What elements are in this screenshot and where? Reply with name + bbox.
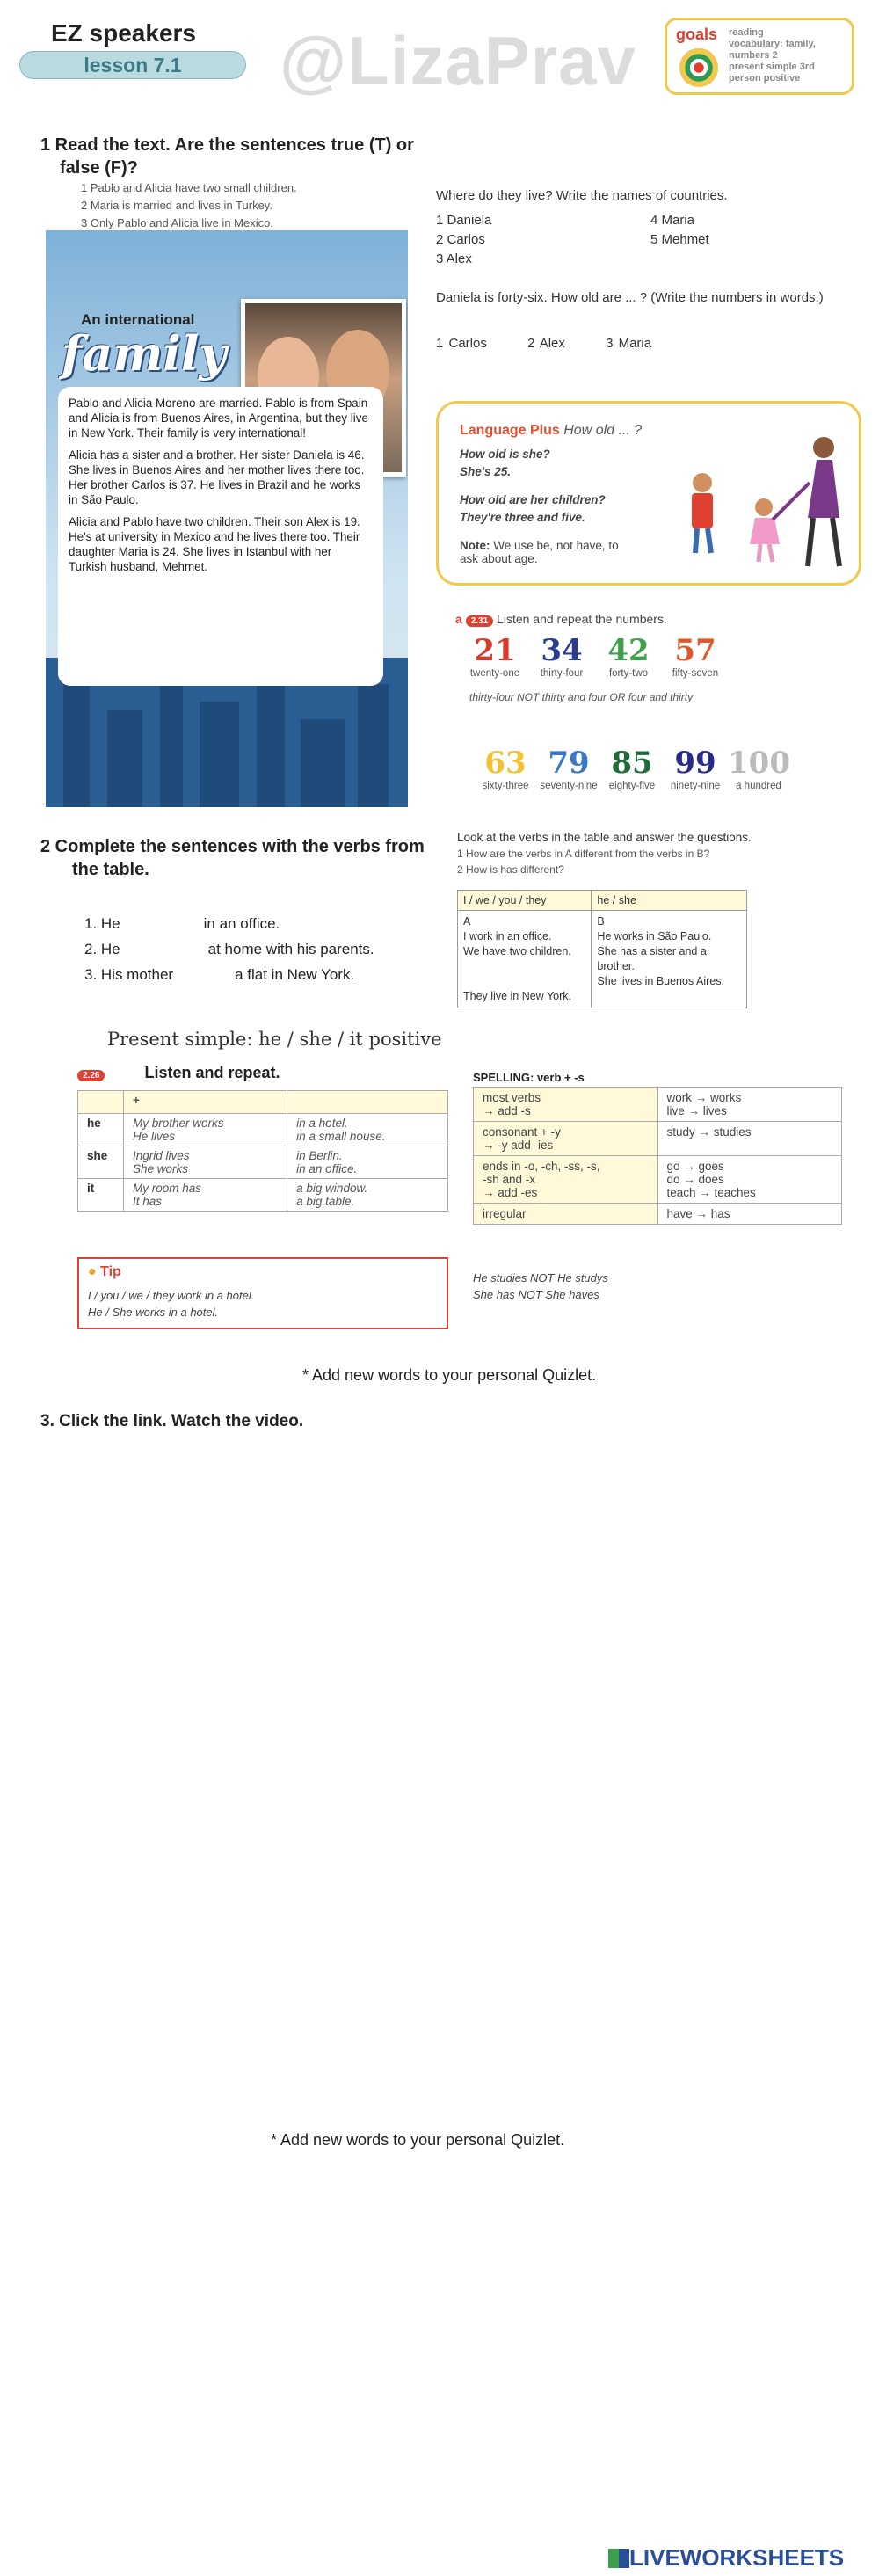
liveworksheets-logo: LIVEWORKSHEETS <box>608 2544 844 2572</box>
present-simple-table: + he My brother works He lives in a hotel. in a small house. she Ingrid lives She works in Berlin. in an office. it My room has It has a big window. a big table. <box>77 1090 448 1212</box>
goal-line: present simple 3rd <box>729 62 815 72</box>
article-kicker: An international <box>81 311 195 328</box>
lp-line: She's 25. <box>460 465 511 478</box>
example-cell: study → studies <box>657 1122 842 1156</box>
lightbulb-icon: ● <box>88 1264 97 1279</box>
where-names-right <box>650 211 709 250</box>
name-item: 2 Carlos <box>436 232 485 247</box>
article-text <box>58 387 383 686</box>
article-paragraph: Alicia has a sister and a brother. Her sister Daniela is 46. She lives in Buenos Aires and her mother lives there too. Her brother Carlos is 37. He lives in Brazil and he works in São Paulo. <box>69 448 365 506</box>
name-item: 4 Maria <box>650 213 695 228</box>
sentence-3: 3. His mother a flat in New York. <box>84 966 355 983</box>
age-item: 1 Carlos <box>436 336 487 351</box>
rule-cell: consonant + -y → -y add -ies <box>474 1122 658 1156</box>
rule-cell: most verbs → add -s <box>474 1088 658 1122</box>
number-figure: 21 <box>474 633 516 668</box>
number-figure: 57 <box>674 633 716 668</box>
age-question: Daniela is forty-six. How old are ... ? (Write the numbers in words.) <box>436 290 824 305</box>
article-headline: family <box>62 325 227 382</box>
lp-line: How old are her children? <box>460 493 606 506</box>
rule-cell: ends in -o, -ch, -ss, -s, -sh and -x → add -es <box>474 1156 658 1204</box>
age-item: 2 Alex <box>527 336 565 351</box>
task2-title: 2 Complete the sentences with the verbs from the table. <box>40 837 425 879</box>
statement: 3 Only Pablo and Alicia live in Mexico. <box>81 216 273 229</box>
goals-box <box>665 18 854 95</box>
verbs-q1: 1 How are the verbs in A different from the verbs in B? <box>457 848 710 860</box>
number-figure: 85 <box>611 746 653 781</box>
name-item: 1 Daniela <box>436 213 492 228</box>
goals-title: goals <box>676 25 718 43</box>
sentence-1: 1. He in an office. <box>84 915 280 932</box>
verbs-comparison-table <box>457 890 747 1008</box>
spelling-notes: He studies NOT He studys She has NOT She haves <box>473 1271 608 1301</box>
family-walking-illustration <box>676 421 852 571</box>
tip-box <box>77 1257 448 1329</box>
article-paragraph: Pablo and Alicia Moreno are married. Pablo is from Spain and Alicia is from Buenos Aires, in Argentina, but they live in New York. Their family is very international! <box>69 397 368 440</box>
number-figure: 34 <box>541 633 583 668</box>
name-item: 5 Mehmet <box>650 232 709 247</box>
lp-line: They're three and five. <box>460 511 585 524</box>
number-word: forty-two <box>608 668 649 679</box>
col-header-b: he / she <box>592 891 747 911</box>
goals-list <box>729 27 852 84</box>
verbs-instructions <box>457 830 861 877</box>
lp-title-text: Language Plus <box>460 423 560 438</box>
lesson-badge: lesson 7.1 <box>19 51 246 79</box>
quizlet-note-2: * Add new words to your personal Quizlet. <box>271 2131 565 2149</box>
statement: 1 Pablo and Alicia have two small children. <box>81 181 297 194</box>
age-items <box>436 334 651 353</box>
lp-line: How old is she? <box>460 448 550 461</box>
numbers-note: thirty-four NOT thirty and four OR four and thirty <box>469 691 694 703</box>
verbs-instruction: Look at the verbs in the table and answer the questions. <box>457 831 752 844</box>
number-word: ninety-nine <box>670 781 721 791</box>
numbers-label: a <box>455 612 462 626</box>
number-word: eighty-five <box>608 781 656 791</box>
video-embed-area[interactable] <box>40 1451 839 2084</box>
statement: 2 Maria is married and lives in Turkey. <box>81 199 272 212</box>
present-simple-title: Present simple: he / she / it positive <box>107 1029 442 1050</box>
number-word: seventy-nine <box>540 781 598 791</box>
example-cell: work → works live → lives <box>657 1088 842 1122</box>
audio-track-badge[interactable]: 2.26 <box>77 1070 105 1081</box>
audio-track-badge[interactable]: 2.31 <box>466 615 493 627</box>
number-word: thirty-four <box>540 668 584 679</box>
number-figure: 100 <box>728 746 790 781</box>
number-word: sixty-three <box>482 781 529 791</box>
tip-title: ● Tip <box>88 1264 121 1279</box>
target-icon <box>679 48 718 87</box>
col-header-a: I / we / you / they <box>458 891 592 911</box>
number-figure: 99 <box>674 746 716 781</box>
quizlet-note: * Add new words to your personal Quizlet. <box>302 1366 597 1384</box>
where-question: Where do they live? Write the names of countries. <box>436 188 728 203</box>
plus-header: + <box>124 1091 287 1114</box>
example-cell: have → has <box>657 1204 842 1225</box>
article-paragraph: Alicia and Pablo have two children. Their son Alex is 19. He's at university in Mexico and he lives there too. Their daughter Maria is 24. She lives in Istanbul with her Turkish husband, Mehmet. <box>69 515 360 573</box>
number-word: twenty-one <box>469 668 520 679</box>
numbers-instruction <box>455 612 667 627</box>
task2-sentences <box>84 911 374 987</box>
task3-title: 3. Click the link. Watch the video. <box>40 1412 304 1430</box>
verbs-q2: 2 How is has different? <box>457 863 564 876</box>
age-item: 3 Maria <box>606 336 652 351</box>
spelling-title: SPELLING: verb + -s <box>473 1071 585 1084</box>
article-illustration <box>46 230 408 807</box>
spelling-table <box>473 1087 842 1225</box>
goal-line: vocabulary: family, <box>729 39 816 49</box>
tip-lines: I / you / we / they work in a hotel. He / She works in a hotel. <box>88 1289 255 1319</box>
number-word: a hundred <box>736 781 781 791</box>
goal-line: person positive <box>729 73 801 84</box>
number-word: fifty-seven <box>672 668 719 679</box>
number-figure: 79 <box>548 746 590 781</box>
lp-subtitle: How old ... ? <box>563 423 643 438</box>
goal-line: numbers 2 <box>729 50 778 61</box>
lp-note: Note: We use be, not have, to ask about age. <box>460 539 619 565</box>
present-simple-listen <box>77 1064 280 1082</box>
numbers-intro: Listen and repeat the numbers. <box>497 612 667 626</box>
name-item: 3 Alex <box>436 251 472 266</box>
task1-title: 1 Read the text. Are the sentences true (T) or false (F)? <box>40 135 414 178</box>
language-plus-title <box>460 423 642 439</box>
sentence-2: 2. He at home with his parents. <box>84 941 374 957</box>
page-title: EZ speakers <box>51 19 196 47</box>
rule-cell: irregular <box>474 1204 658 1225</box>
listen-label: Listen and repeat. <box>144 1064 280 1081</box>
number-figure: 63 <box>484 746 527 781</box>
example-cell: go → goes do → does teach → teaches <box>657 1156 842 1204</box>
col-b-cell: B He works in São Paulo. She has a sister and a brother. She lives in Buenos Aires. <box>592 911 747 1008</box>
goal-line: reading <box>729 27 764 38</box>
watermark: @LizaPrav <box>280 22 636 99</box>
language-plus-box <box>436 401 861 586</box>
number-figure: 42 <box>607 633 650 668</box>
where-names-left <box>436 211 491 269</box>
tf-statements <box>81 179 297 232</box>
logo-icon <box>608 2549 629 2568</box>
col-a-cell: A I work in an office. We have two children. They live in New York. <box>458 911 592 1008</box>
